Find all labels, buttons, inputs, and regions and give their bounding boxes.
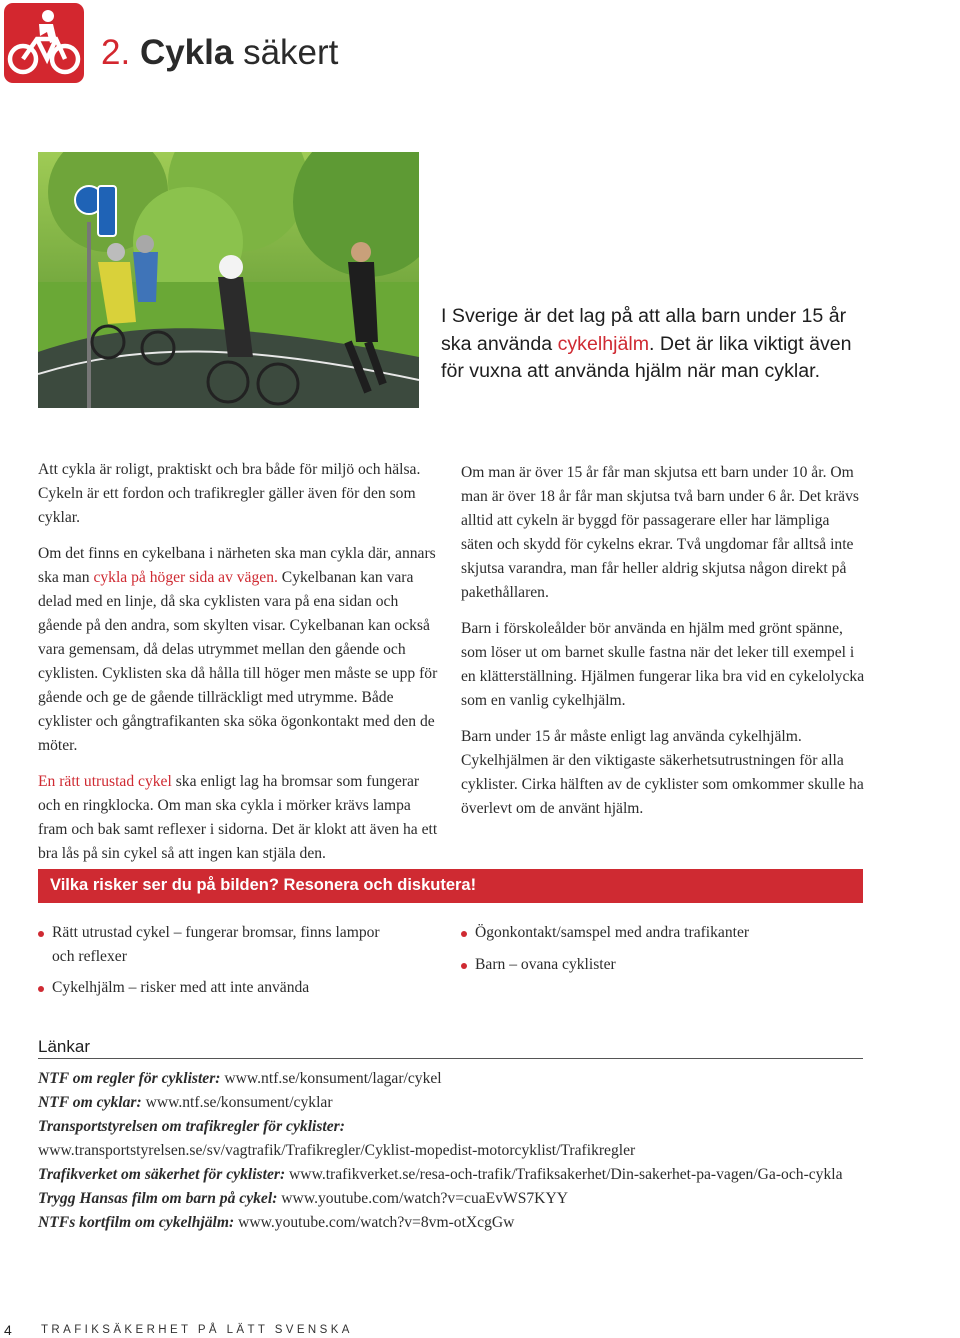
left-p2-a: Om det finns en cykelbana i närheten ska man cykla där, annars ska man	[38, 545, 436, 586]
bullet-item	[38, 976, 398, 1000]
bullet-text: Barn – ovana cyklister	[475, 956, 616, 973]
bullet-item	[461, 953, 861, 977]
title-bold: Cykla	[139, 33, 234, 72]
intro-text	[441, 303, 861, 386]
links-divider	[38, 1058, 863, 1059]
link-row	[38, 1115, 898, 1139]
left-p3-b: ska enligt lag ha bromsar som fungerar och en ringklocka. Om man ska cykla i mörker krävs lampa fram och bak samt reflexer i sidorna. Det är klokt att även ha ett bra lås på sin cykel så att ingen kan stjäla den.	[38, 773, 438, 862]
link-row	[38, 1067, 898, 1091]
left-p2-highlight: cykla på höger sida av vägen.	[93, 569, 278, 586]
cyclist-icon	[4, 3, 84, 83]
link-row	[38, 1163, 898, 1187]
left-p2-b: Cykelbanan kan vara delad med en linje, då ska cyklisten vara på ena sidan och gående på den andra, som skylten visar. Cykelbanan kan också vara gemensam, då delas utrymmet mellan den gående och cyklisten. Cyklisten ska då hålla till höger men måste se upp för gående och ge de gående tillräckligt med utrymme. Både cyklister och gångtrafikanten ska söka ögonkontakt med den de möter.	[38, 569, 438, 754]
intro-part2: . Det är lika viktigt även för vuxna att använda hjälm när man cyklar.	[441, 332, 852, 382]
banner-text: Vilka risker ser du på bilden? Resonera och diskutera!	[50, 876, 477, 894]
bullet-item	[461, 921, 861, 945]
intro-highlight: cykelhjälm	[557, 332, 650, 355]
left-column	[38, 458, 440, 866]
cycle-path-photo	[38, 152, 419, 408]
link-url[interactable]: www.ntf.se/konsument/lagar/cykel	[224, 1070, 442, 1087]
left-p3-highlight: En rätt utrustad cykel	[38, 773, 172, 790]
left-paragraph-2	[38, 542, 440, 758]
bullet-text: Cykelhjälm – risker med att inte använda	[52, 979, 310, 996]
right-paragraph-1: Om man är över 15 år får man skjutsa ett barn under 10 år. Om man är över 18 år får man skjutsa två barn under 6 år. Det krävs alltid att cykeln är byggd för passagerare eller har lämpliga säten och skydd för cykelns ekrar. Två ungdomar får alltså inte skjutsa varandra, man får heller aldrig skjutsa någon direkt på pakethållaren.	[461, 464, 859, 601]
bullet-dot	[461, 963, 467, 969]
bullet-item	[38, 921, 398, 969]
link-label: NTF om cyklar:	[38, 1094, 142, 1111]
link-label: Trygg Hansas film om barn på cykel:	[38, 1190, 278, 1207]
right-paragraph-3: Barn under 15 år måste enligt lag använda cykelhjälm. Cykelhjälmen är den viktigaste säkerhetsutrustningen för alla cyklister. Cirka hälften av de cyklister som omkommer skulle ha överlevt om de använt hjälm.	[461, 728, 864, 817]
bullet-dot	[38, 986, 44, 992]
discussion-banner	[38, 869, 863, 903]
link-label: NTF om regler för cyklister:	[38, 1070, 221, 1087]
link-label: Transportstyrelsen om trafikregler för cyklister:	[38, 1118, 345, 1135]
link-row	[38, 1211, 898, 1235]
page-title	[101, 33, 338, 73]
link-row	[38, 1187, 898, 1211]
page-number: 4	[4, 1322, 12, 1338]
right-column	[461, 461, 865, 821]
link-url[interactable]: www.ntf.se/konsument/cyklar	[145, 1094, 333, 1111]
link-url[interactable]: www.transportstyrelsen.se/sv/vagtrafik/Trafikregler/Cyklist-mopedist-motorcyklist/Trafikregler	[38, 1142, 636, 1159]
link-label: NTFs kortfilm om cykelhjälm:	[38, 1214, 235, 1231]
link-url[interactable]: www.youtube.com/watch?v=8vm-otXcgGw	[238, 1214, 515, 1231]
bullet-dot	[38, 931, 44, 937]
link-url[interactable]: www.trafikverket.se/resa-och-trafik/Trafiksakerhet/Din-sakerhet-pa-vagen/Ga-och-cykla	[289, 1166, 843, 1183]
publication-name: TRAFIKSÄKERHET PÅ LÄTT SVENSKA	[41, 1324, 353, 1336]
bullet-text: Ögonkontakt/samspel med andra trafikanter	[475, 924, 750, 941]
left-paragraph-3	[38, 770, 440, 866]
bullet-dot	[461, 931, 467, 937]
links-list	[38, 1067, 898, 1235]
chapter-logo	[4, 3, 84, 83]
link-url[interactable]: www.youtube.com/watch?v=cuaEvWS7KYY	[281, 1190, 568, 1207]
links-heading: Länkar	[38, 1037, 90, 1056]
link-row	[38, 1139, 898, 1163]
right-paragraph-2: Barn i förskoleålder bör använda en hjälm med grönt spänne, som löser ut om barnet skulle fastna när det leker till exempel i en klätterställning. Hjälmen fungerar lika bra vid en cykelolycka som en vanlig cykelhjälm.	[461, 620, 865, 709]
left-paragraph-1: Att cykla är roligt, praktiskt och bra både för miljö och hälsa. Cykeln är ett fordon och trafikregler gäller även för den som cyklar.	[38, 461, 421, 526]
intro-part1: I Sverige är det lag på att alla barn under 15 år ska använda	[441, 305, 847, 355]
title-rest: säkert	[243, 33, 339, 72]
bullet-text: Rätt utrustad cykel – fungerar bromsar, finns lampor och reflexer	[52, 924, 380, 965]
link-row	[38, 1091, 898, 1115]
link-label: Trafikverket om säkerhet för cyklister:	[38, 1166, 286, 1183]
chapter-number: 2.	[101, 33, 131, 72]
